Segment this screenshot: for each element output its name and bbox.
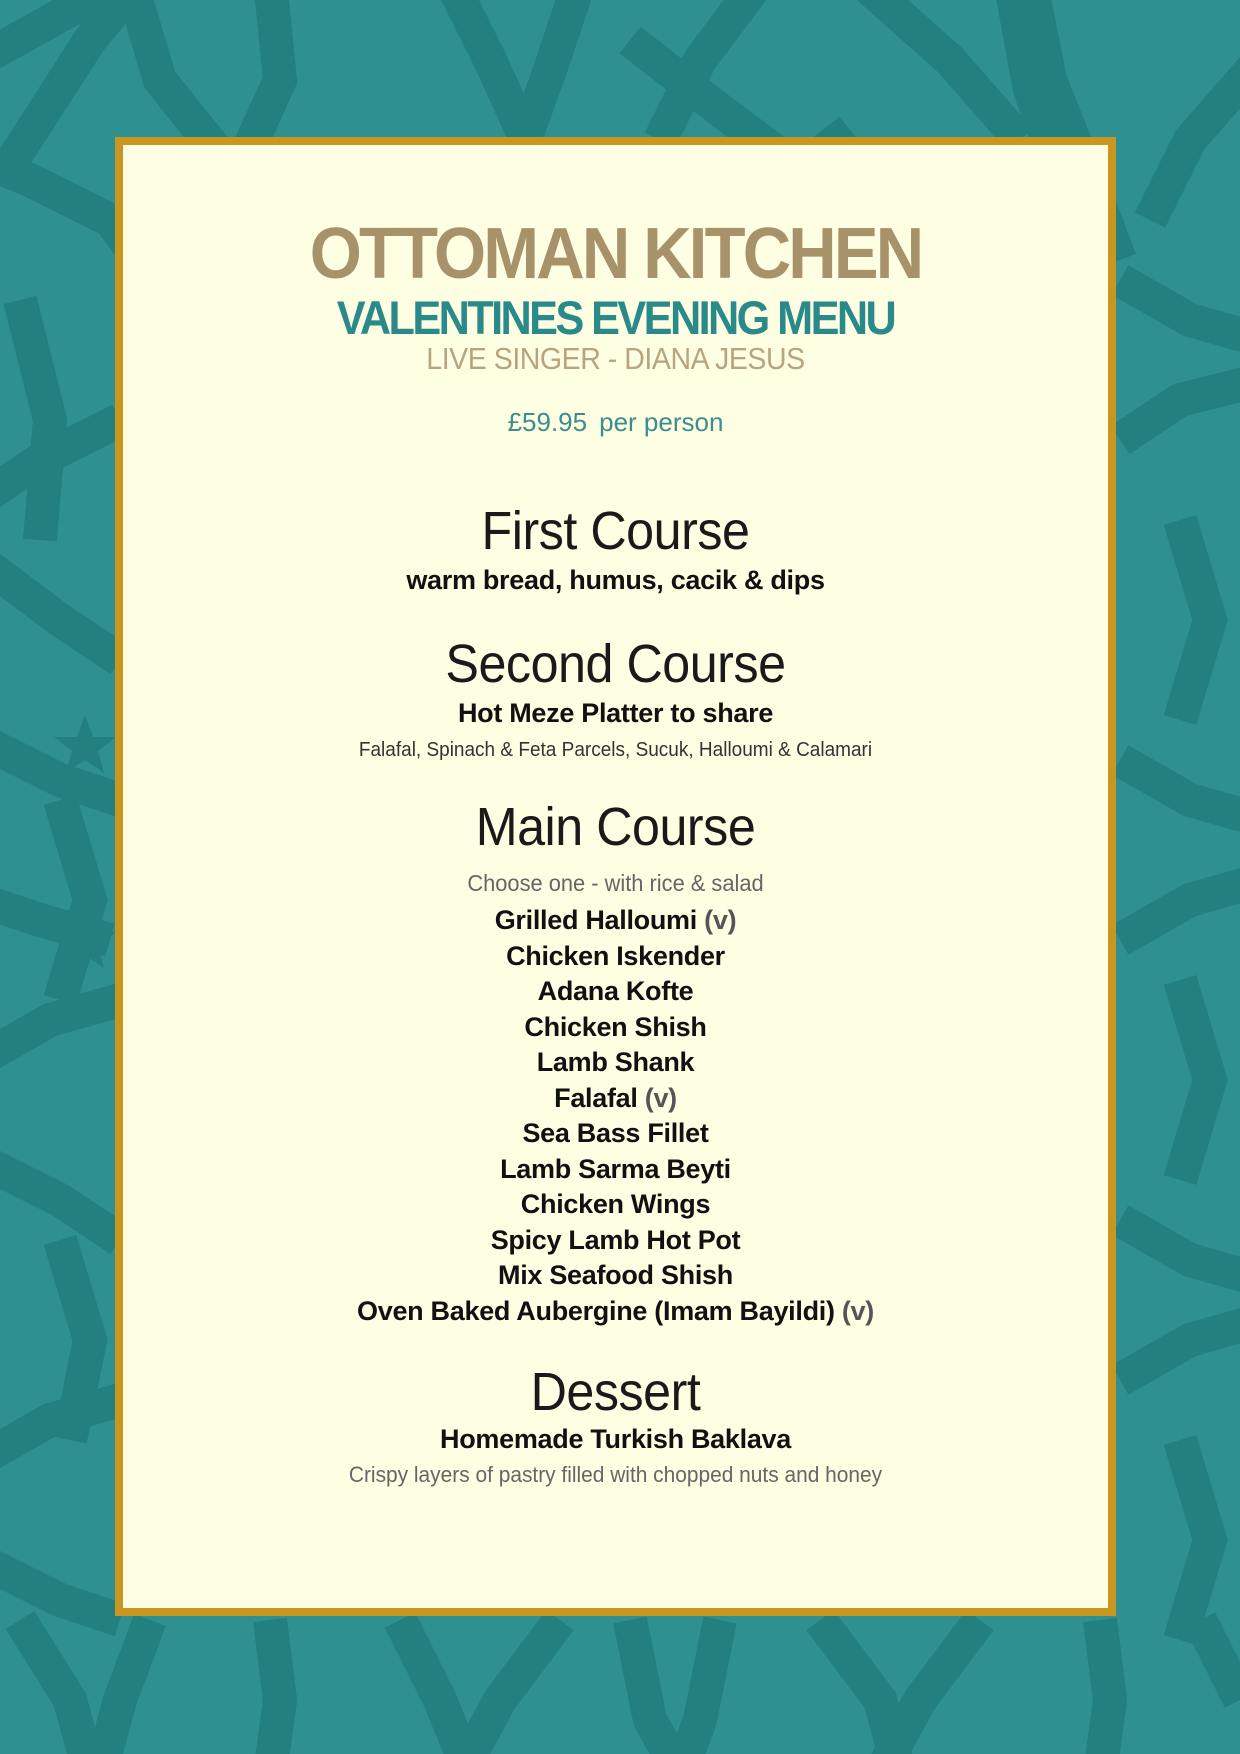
- main-item: [123, 1258, 1108, 1294]
- dish-name: Oven Baked Aubergine (Imam Bayildi): [357, 1295, 835, 1326]
- main-item: [123, 1187, 1108, 1223]
- vegetarian-mark: (v): [841, 1295, 874, 1326]
- menu-panel: [115, 137, 1116, 1616]
- vegetarian-mark: (v): [644, 1082, 677, 1113]
- first-course-title: First Course: [481, 501, 750, 561]
- menu-title: VALENTINES EVENING MENU: [336, 291, 895, 344]
- main-course-note: Choose one - with rice & salad: [467, 870, 764, 896]
- price-line: [123, 407, 1108, 438]
- dish-name: Grilled Halloumi: [494, 905, 697, 935]
- second-course-title: Second Course: [445, 634, 786, 694]
- dish-name: Chicken Wings: [520, 1189, 711, 1219]
- vegetarian-mark: (v): [704, 905, 737, 935]
- first-course-dish: warm bread, humus, cacik & dips: [406, 565, 825, 595]
- dish-name: Chicken Shish: [524, 1011, 707, 1042]
- main-course-title: Main Course: [475, 797, 756, 857]
- dish-name: Lamb Shank: [536, 1047, 695, 1077]
- menu-content: [123, 145, 1108, 1608]
- second-course-description: Falafal, Spinach & Feta Parcels, Sucuk, Halloumi & Calamari: [358, 739, 873, 761]
- main-item: [123, 1223, 1108, 1259]
- main-item: [123, 1294, 1108, 1330]
- dish-name: Chicken Iskender: [506, 940, 725, 971]
- price-unit: per person: [599, 407, 724, 437]
- dish-name: Sea Bass Fillet: [522, 1118, 709, 1148]
- second-course-dish: Hot Meze Platter to share: [457, 698, 774, 728]
- main-item: [123, 1152, 1108, 1188]
- dessert-title: Dessert: [530, 1362, 701, 1422]
- main-item: [123, 1116, 1108, 1152]
- main-item: [123, 1010, 1108, 1046]
- main-item: [123, 1081, 1108, 1117]
- dish-name: Mix Seafood Shish: [498, 1260, 733, 1290]
- main-course-list: [123, 903, 1108, 1329]
- dessert-dish: Homemade Turkish Baklava: [440, 1424, 791, 1454]
- dish-name: Lamb Sarma Beyti: [500, 1153, 731, 1184]
- entertainment-note: LIVE SINGER - DIANA JESUS: [426, 341, 805, 376]
- main-item: [123, 939, 1108, 975]
- main-item: [123, 903, 1108, 939]
- dish-name: Falafal: [554, 1082, 638, 1113]
- price-amount: £59.95: [507, 407, 588, 437]
- restaurant-name: OTTOMAN KITCHEN: [309, 214, 922, 294]
- dish-name: Spicy Lamb Hot Pot: [490, 1224, 741, 1255]
- main-item: [123, 974, 1108, 1010]
- dessert-description: Crispy layers of pastry filled with chopped nuts and honey: [348, 1462, 883, 1487]
- main-item: [123, 1045, 1108, 1081]
- dish-name: Adana Kofte: [537, 976, 694, 1006]
